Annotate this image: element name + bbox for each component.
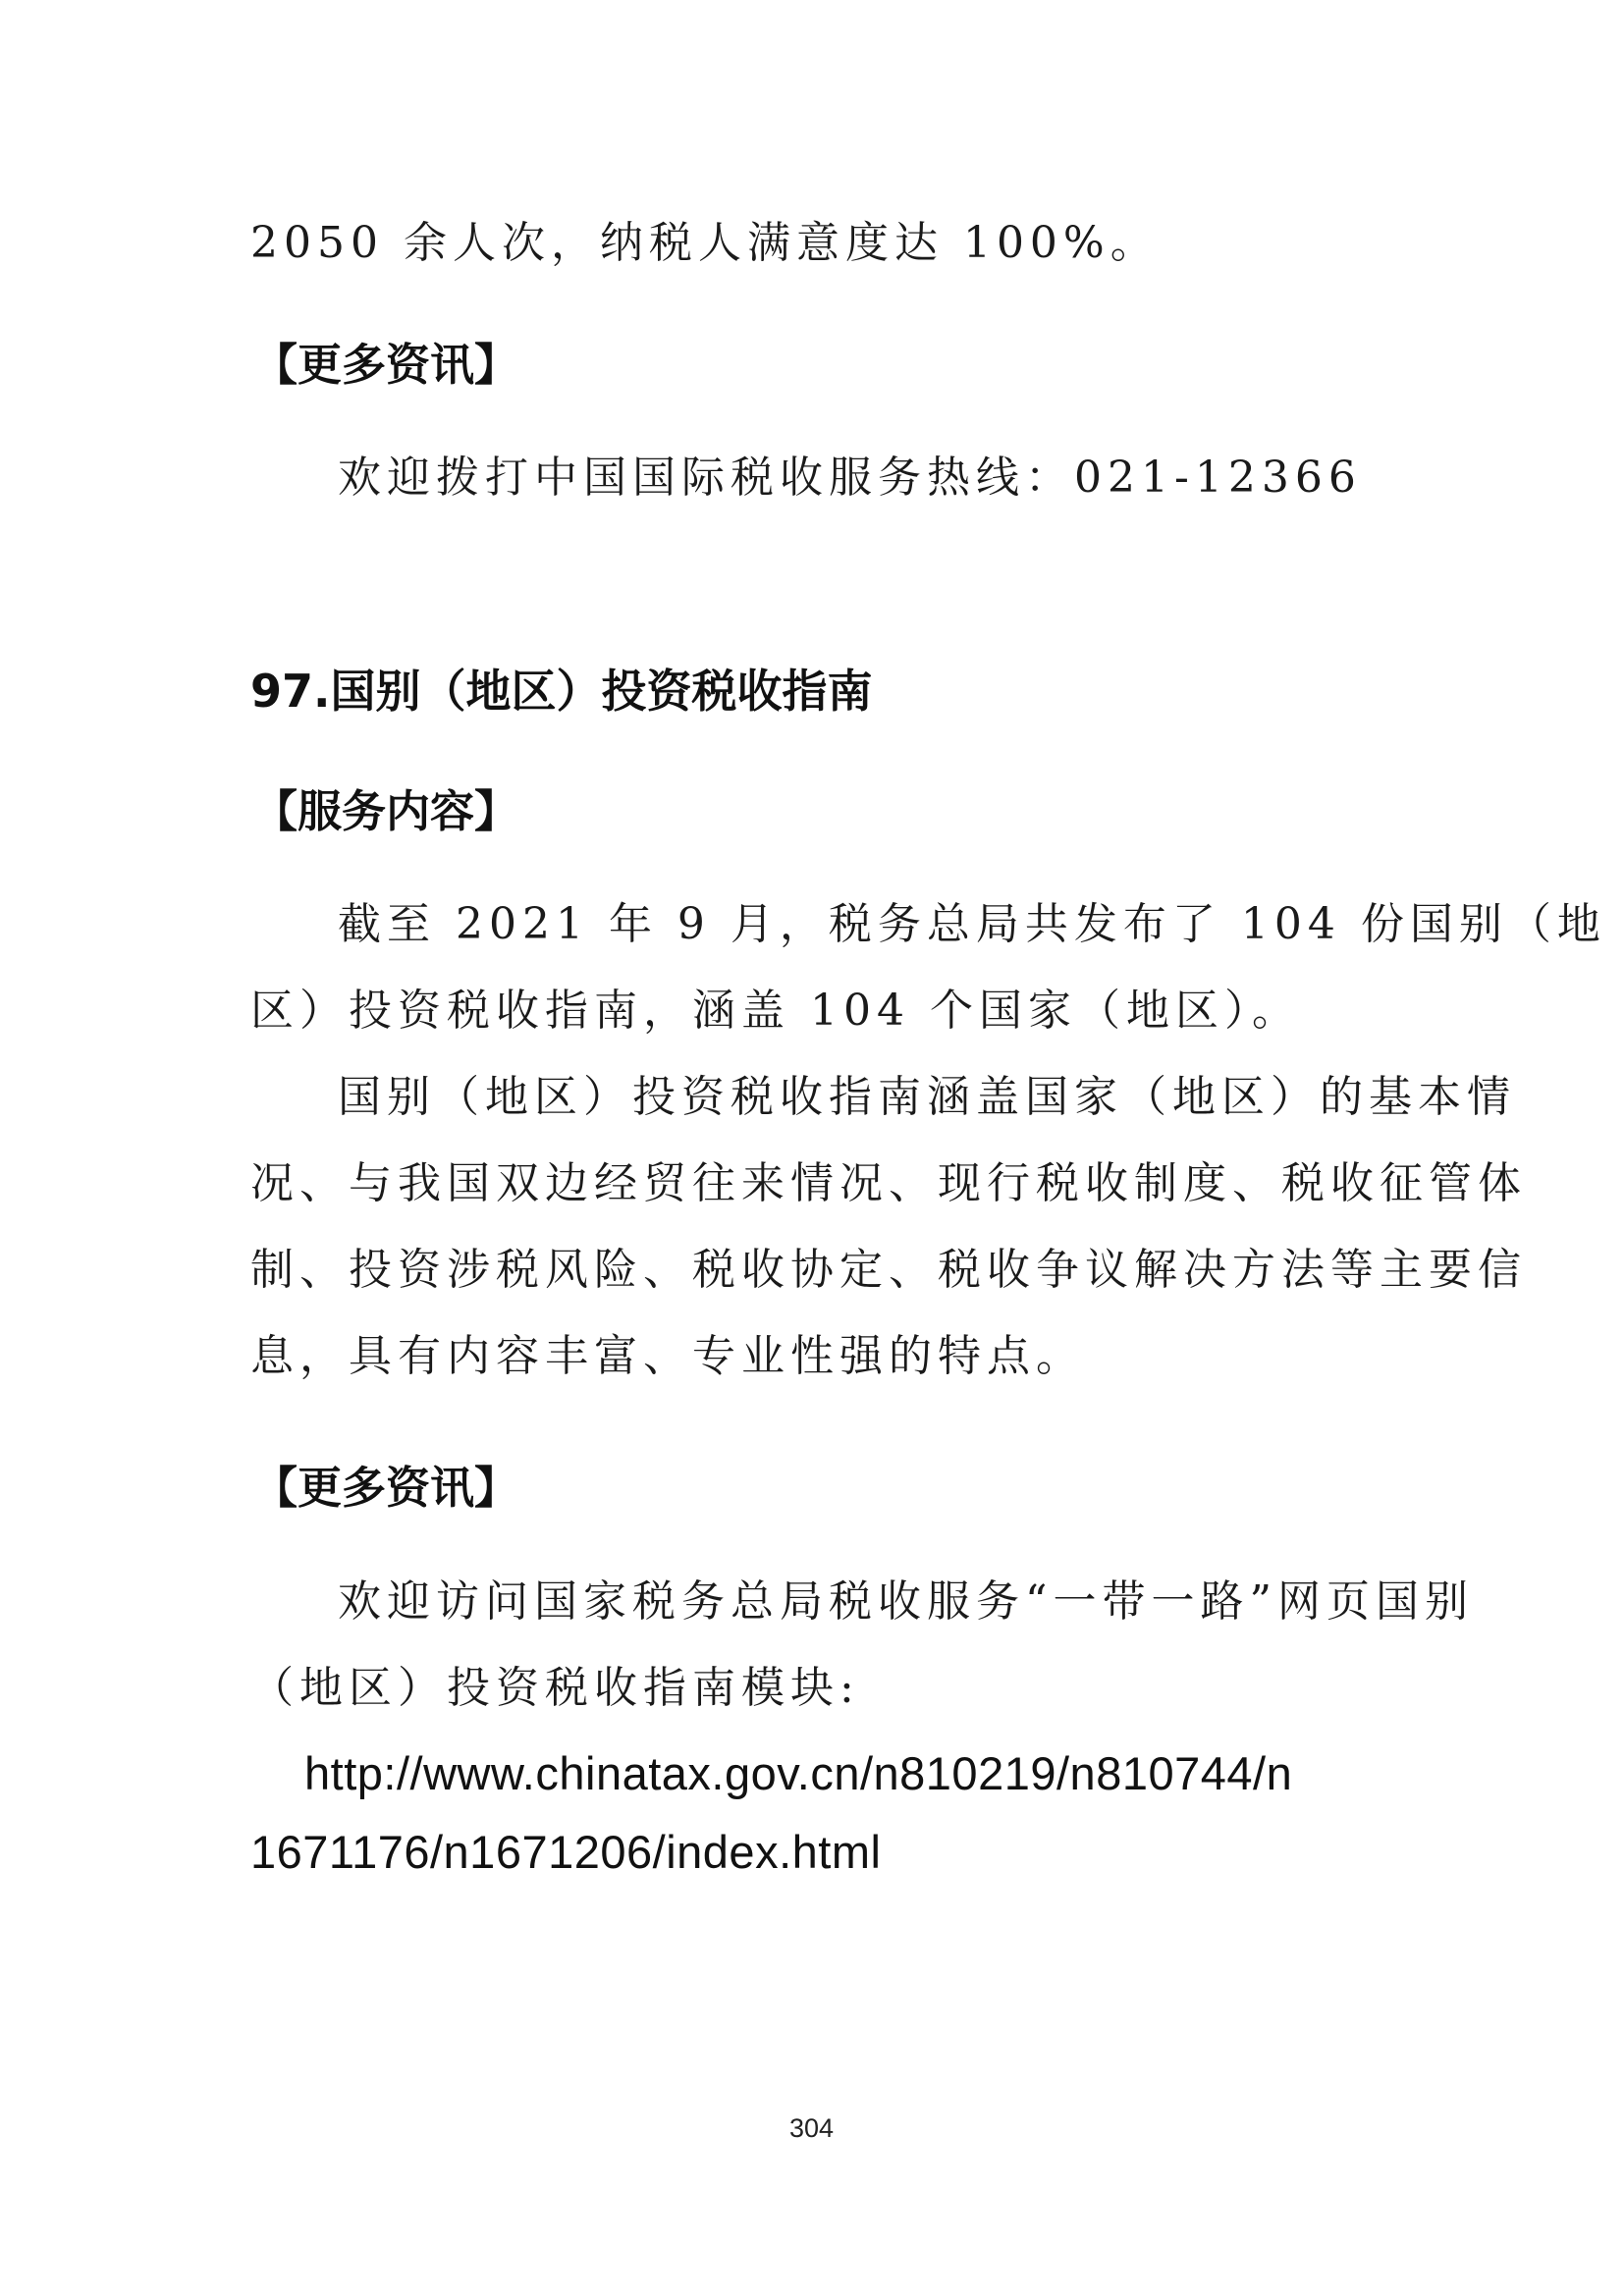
paragraph-line: 国别（地区）投资税收指南涵盖国家（地区）的基本情 [338,1072,1516,1122]
paragraph-line: 区）投资税收指南，涵盖 104 个国家（地区）。 [250,986,1301,1036]
visit-text-line: （地区）投资税收指南模块: [250,1663,860,1713]
paragraph-line: 截至 2021 年 9 月，税务总局共发布了 104 份国别（地 [338,899,1606,949]
service-content-label: 【服务内容】 [253,785,519,837]
url-link[interactable]: 1671176/n1671206/index.html [250,1826,882,1878]
hotline-text: 欢迎拨打中国国际税收服务热线：021-12366 [338,453,1362,503]
url-link[interactable]: http://www.chinatax.gov.cn/n810219/n810744/n [304,1747,1293,1799]
paragraph-line: 息，具有内容丰富、专业性强的特点。 [250,1331,1085,1381]
paragraph-line: 况、与我国双边经贸往来情况、现行税收制度、税收征管体 [250,1158,1527,1208]
page-number: 304 [789,2113,835,2143]
visit-text-line: 欢迎访问国家税务总局税收服务“一带一路”网页国别 [338,1576,1474,1627]
section-heading: 97.国别（地区）投资税收指南 [250,665,873,718]
paragraph-line: 制、投资涉税风险、税收协定、税收争议解决方法等主要信 [250,1245,1527,1295]
more-info-label: 【更多资讯】 [253,1462,519,1514]
continued-text-line: 2050 余人次，纳税人满意度达 100%。 [250,218,1160,268]
more-info-label: 【更多资讯】 [253,339,519,391]
